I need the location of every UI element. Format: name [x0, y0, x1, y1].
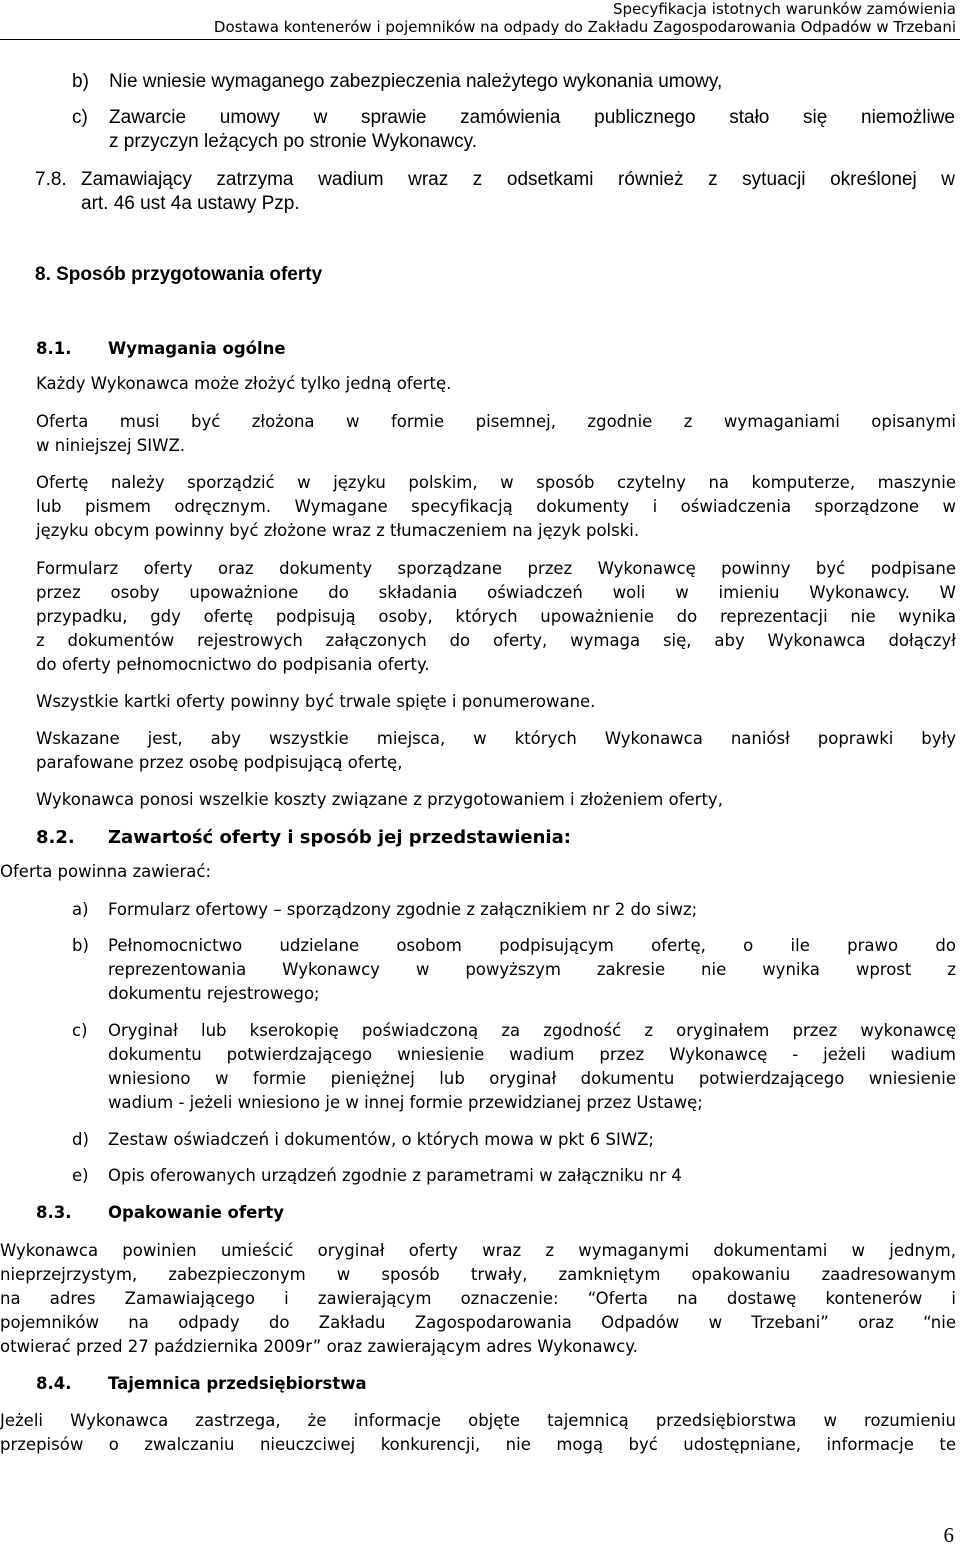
subsection-number: 8.3.	[36, 1203, 72, 1222]
paragraph-text: parafowane przez osobę podpisującą ofertę,	[36, 753, 403, 772]
header-subtitle: Dostawa kontenerów i pojemników na odpady do Zakładu Zagospodarowania Odpadów w Trzebani	[213, 18, 956, 36]
list-label: b)	[72, 936, 89, 955]
subsection-title: Opakowanie oferty	[108, 1203, 285, 1222]
paragraph-text: na adres Zamawiającego i zawierającym oznaczenie: “Oferta na dostawę kontenerów i	[0, 1289, 956, 1308]
list-label: c)	[72, 107, 88, 128]
list-item-text: Formularz ofertowy – sporządzony zgodnie z załącznikiem nr 2 do siwz;	[108, 900, 698, 919]
list-item-text: wadium - jeżeli wniesiono je w innej formie przewidzianej przez Ustawę;	[108, 1093, 703, 1112]
list-item-text: dokumentu potwierdzającego wniesienie wadium przez Wykonawcę - jeżeli wadium	[108, 1045, 956, 1064]
list-label: b)	[72, 71, 89, 92]
list-item-text: reprezentowania Wykonawcy w powyższym zakresie nie wynika wprost z	[108, 960, 956, 979]
list-label: a)	[72, 900, 89, 919]
paragraph-text: Zamawiający zatrzyma wadium wraz z odsetkami również z sytuacji określonej w	[81, 169, 955, 190]
paragraph-text: przypadku, gdy ofertę podpisują osoby, których upoważnienie do reprezentacji nie wynika	[36, 607, 956, 626]
subsection-number: 8.1.	[36, 339, 72, 358]
subsection-title: Zawartość oferty i sposób jej przedstawienia:	[108, 827, 571, 848]
paragraph-text: Jeżeli Wykonawca zastrzega, że informacje objęte tajemnicą przedsiębiorstwa w rozumieniu	[0, 1411, 956, 1430]
list-item-text: wniesiono w formie pieniężnej lub oryginał dokumentu potwierdzającego wniesienie	[108, 1069, 956, 1088]
list-item-text: dokumentu rejestrowego;	[108, 984, 320, 1003]
list-item-text: Opis oferowanych urządzeń zgodnie z parametrami w załączniku nr 4	[108, 1166, 682, 1185]
list-item-text: z przyczyn leżących po stronie Wykonawcy.	[109, 131, 477, 152]
list-item-text: Oryginał lub kserokopię poświadczoną za zgodność z oryginałem przez wykonawcę	[108, 1021, 956, 1040]
paragraph-text: lub pismem odręcznym. Wymagane specyfikacją dokumenty i oświadczenia sporządzone w	[36, 497, 956, 516]
paragraph-text: języku obcym powinny być złożone wraz z tłumaczeniem na język polski.	[36, 521, 640, 540]
paragraph-text: w niniejszej SIWZ.	[36, 436, 185, 455]
paragraph-text: art. 46 ust 4a ustawy Pzp.	[81, 193, 300, 214]
paragraph-text: Formularz oferty oraz dokumenty sporządzane przez Wykonawcę powinny być podpisane	[36, 559, 956, 578]
list-item-text: Pełnomocnictwo udzielane osobom podpisującym ofertę, o ile prawo do	[108, 936, 956, 955]
subsection-title: Wymagania ogólne	[108, 339, 286, 358]
page-number: 6	[943, 1523, 954, 1547]
paragraph-text: nieprzejrzystym, zabezpieczonym w sposób trwały, zamkniętym opakowaniu zaadresowanym	[0, 1265, 956, 1284]
header-divider	[0, 39, 960, 40]
paragraph-text: Wszystkie kartki oferty powinny być trwale spięte i ponumerowane.	[36, 692, 596, 711]
list-label: d)	[72, 1130, 89, 1149]
list-label: c)	[72, 1021, 88, 1040]
paragraph-text: Oferta musi być złożona w formie pisemnej, zgodnie z wymaganiami opisanymi	[36, 412, 956, 431]
paragraph-text: przepisów o zwalczaniu nieuczciwej konkurencji, nie mogą być udostępniane, informacje te	[0, 1435, 956, 1454]
paragraph-text: otwierać przed 27 października 2009r” oraz zawierającym adres Wykonawcy.	[0, 1337, 638, 1356]
paragraph-text: Wykonawca ponosi wszelkie koszty związane z przygotowaniem i złożeniem oferty,	[36, 790, 723, 809]
subsection-number: 8.4.	[36, 1374, 72, 1393]
paragraph-text: Wskazane jest, aby wszystkie miejsca, w których Wykonawca naniósł poprawki były	[36, 729, 956, 748]
paragraph-text: pojemników na odpady do Zakładu Zagospodarowania Odpadów w Trzebani” oraz “nie	[0, 1313, 956, 1332]
section-heading: 8. Sposób przygotowania oferty	[35, 264, 323, 285]
list-item-text: Zawarcie umowy w sprawie zamówienia publicznego stało się niemożliwe	[109, 107, 955, 128]
section-number: 7.8.	[35, 169, 67, 190]
paragraph-text: przez osoby upoważnione do składania oświadczeń woli w imieniu Wykonawcy. W	[36, 583, 956, 602]
paragraph-text: Wykonawca powinien umieścić oryginał oferty wraz z wymaganymi dokumentami w jednym,	[0, 1241, 956, 1260]
subsection-number: 8.2.	[36, 827, 75, 848]
paragraph-text: Oferta powinna zawierać:	[0, 862, 212, 881]
paragraph-text: z dokumentów rejestrowych załączonych do oferty, wymaga się, aby Wykonawca dołączył	[36, 631, 956, 650]
paragraph-text: Ofertę należy sporządzić w języku polskim, w sposób czytelny na komputerze, maszynie	[36, 473, 956, 492]
list-item-text: Nie wniesie wymaganego zabezpieczenia należytego wykonania umowy,	[109, 71, 723, 92]
paragraph-text: do oferty pełnomocnictwo do podpisania oferty.	[36, 655, 430, 674]
header-title: Specyfikacja istotnych warunków zamówienia	[612, 0, 956, 18]
list-label: e)	[72, 1166, 89, 1185]
list-item-text: Zestaw oświadczeń i dokumentów, o których mowa w pkt 6 SIWZ;	[108, 1130, 654, 1149]
page-header	[214, 0, 956, 36]
paragraph-text: Każdy Wykonawca może złożyć tylko jedną ofertę.	[36, 374, 452, 393]
subsection-title: Tajemnica przedsiębiorstwa	[108, 1374, 367, 1393]
